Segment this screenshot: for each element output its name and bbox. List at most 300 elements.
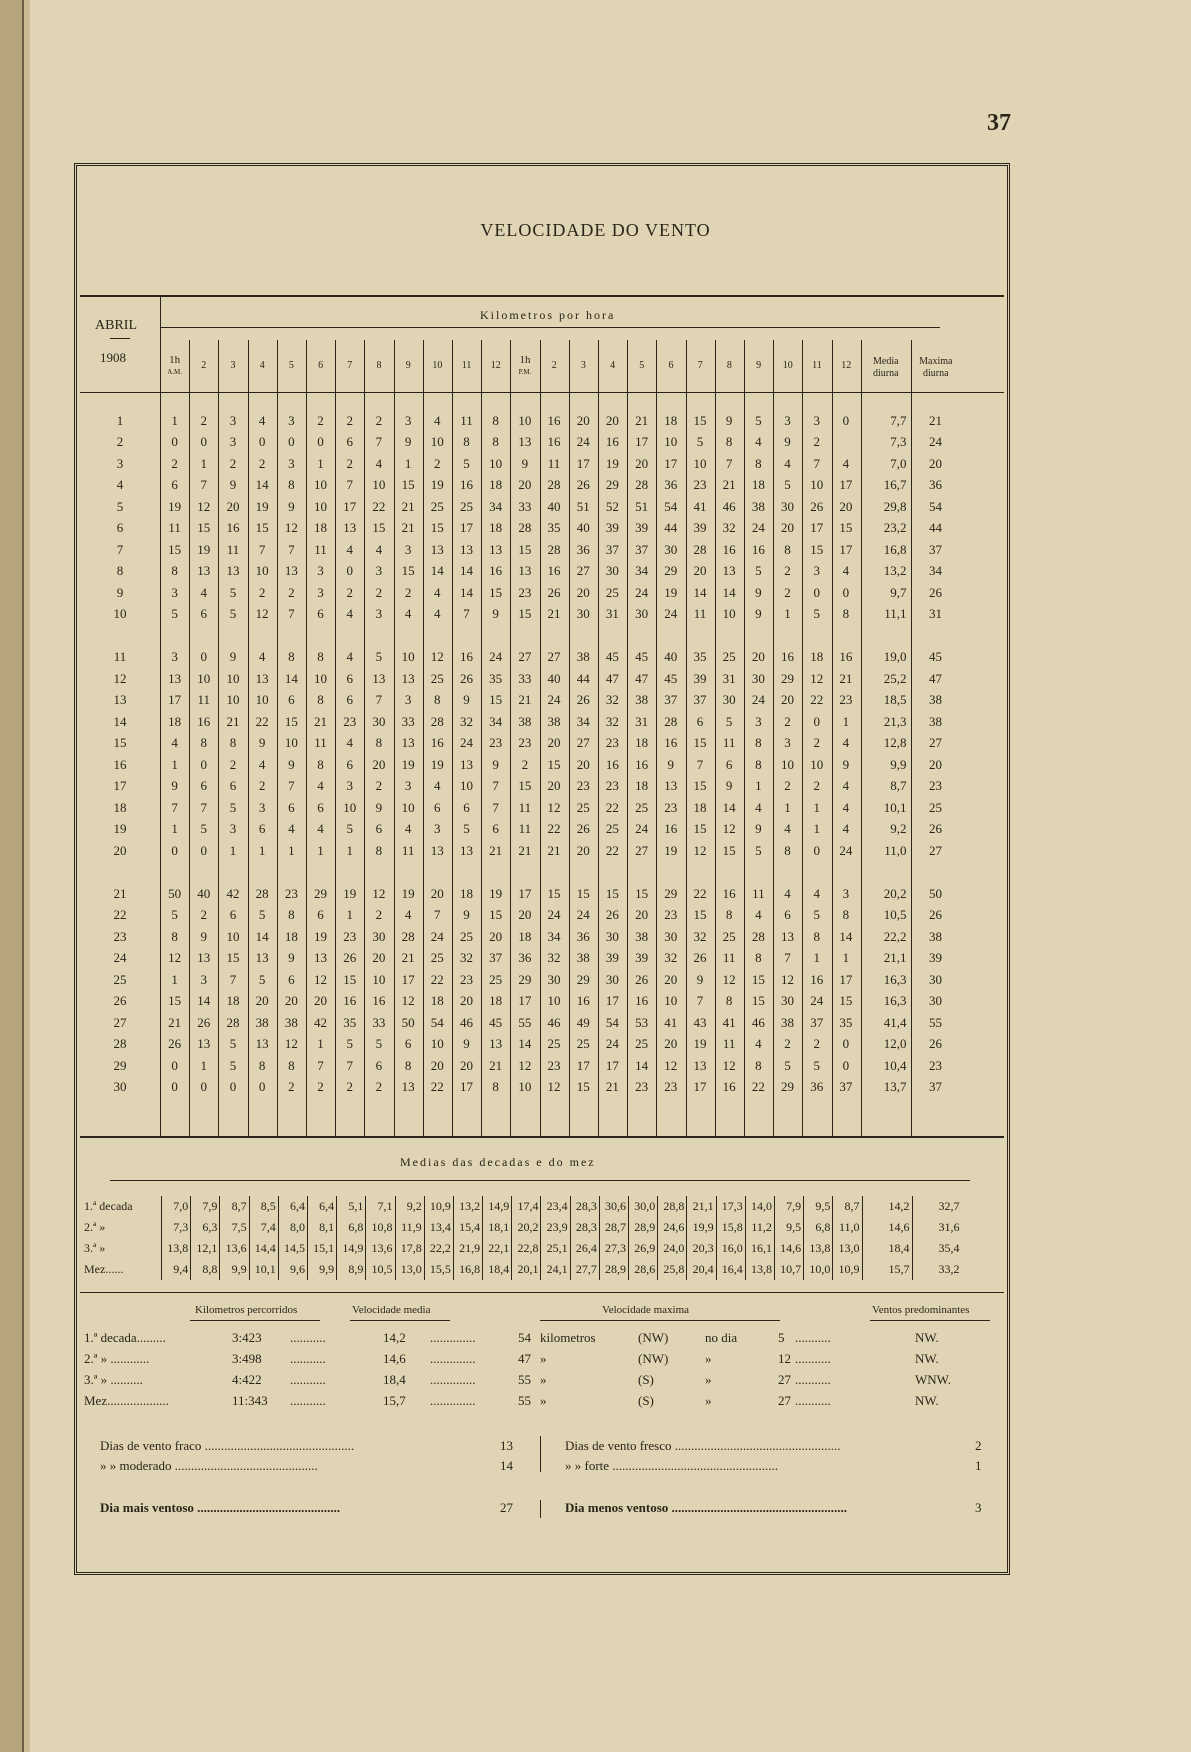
hour-cell: 37 (693, 692, 707, 708)
hour-cell: 1 (813, 950, 820, 966)
day-cell: 20 (113, 842, 127, 858)
hour-cell: 6 (375, 1057, 383, 1073)
hour-cell: 17 (576, 1057, 590, 1073)
hour-cell: 38 (751, 498, 765, 514)
hour-cell: 16 (635, 756, 649, 772)
maxima-cell: 24 (929, 434, 942, 450)
table-row (80, 690, 961, 712)
hour-cell: 17 (518, 993, 532, 1009)
hour-cell: 49 (576, 1014, 590, 1030)
day-cell: 16 (113, 756, 127, 772)
hour-cell: 2 (375, 584, 383, 600)
medias-cell: 13,6 (366, 1238, 395, 1259)
hour-cell (773, 625, 802, 647)
hour-cell: 0 (346, 563, 353, 579)
hour-cell: 22 (693, 885, 707, 901)
hour-cell: 21 (226, 713, 240, 729)
hour-cell: 2 (813, 434, 820, 450)
hour-cell: 4 (434, 412, 441, 428)
hour-cell: 8 (725, 993, 733, 1009)
hour-cell: 4 (842, 735, 850, 751)
hour-cell: 10 (810, 756, 824, 772)
day-cell: 3 (116, 455, 124, 471)
hour-cell: 7 (171, 799, 178, 815)
dia-menos-label: Dia menos ventoso ...................................................... (565, 1500, 848, 1515)
day-cell: 26 (113, 993, 127, 1009)
hour-cell: 3 (288, 455, 295, 471)
maxima-cell: 26 (929, 584, 942, 600)
hour-cell: 18 (635, 778, 649, 794)
maxima-cell: 50 (929, 885, 942, 901)
hour-cell: 5 (171, 606, 178, 622)
hour-cell: 13 (489, 541, 503, 557)
summary-dia: 27 (778, 1393, 791, 1408)
hour-cell: 15 (839, 993, 853, 1009)
table-row (80, 1077, 961, 1099)
hour-cell: 20 (372, 950, 386, 966)
maxima-cell: 20 (929, 756, 942, 772)
media-cell: 13,2 (883, 563, 907, 579)
summary-max: 47 (518, 1351, 531, 1366)
caption-media-brace (350, 1320, 450, 1321)
hour-cell: 25 (722, 928, 736, 944)
hour-cell (510, 862, 539, 884)
medias-cell: 28,7 (599, 1217, 628, 1238)
hour-cell: 23 (839, 692, 853, 708)
hour-cell: 11 (722, 1036, 736, 1052)
medias-cell: 11,9 (395, 1217, 424, 1238)
hour-cell: 19 (605, 455, 619, 471)
hour-cell (481, 862, 510, 884)
hour-cell: 42 (226, 885, 240, 901)
hour-cell: 8 (200, 735, 208, 751)
hour-cell: 10 (197, 670, 211, 686)
hour-cell: 7 (696, 756, 704, 772)
hour-cell: 30 (664, 541, 678, 557)
hour-cell: 36 (664, 477, 678, 493)
hour-cell: 13 (459, 756, 473, 772)
hour-cell: 13 (693, 1057, 707, 1073)
hour-cell: 42 (314, 1014, 328, 1030)
hour-cell: 2 (375, 1079, 383, 1095)
hour-cell: 8 (258, 1057, 266, 1073)
hour-cell: 25 (459, 928, 473, 944)
hour-cell: 28 (547, 477, 561, 493)
hour-cell: 18 (314, 520, 328, 536)
maxima-cell: 23 (929, 1057, 942, 1073)
summary-dots: ........... (795, 1393, 831, 1408)
hour-cell: 41 (664, 1014, 678, 1030)
hour-cell: 10 (226, 670, 240, 686)
hour-cell: 5 (725, 713, 733, 729)
column-header-word: Media (873, 356, 899, 367)
hour-cell: 4 (784, 821, 791, 837)
hour-cell: 25 (430, 670, 444, 686)
hour-cell: 6 (404, 1036, 412, 1052)
hour-cell: 22 (372, 498, 386, 514)
hour-cell: 19 (693, 1036, 707, 1052)
hour-cell: 5 (258, 907, 266, 923)
hour-cell: 7 (258, 541, 266, 557)
hour-cell: 20 (459, 1057, 473, 1073)
hour-cell: 10 (401, 649, 415, 665)
hour-cell: 0 (317, 434, 324, 450)
hour-cell: 0 (200, 434, 208, 450)
media-cell: 22,2 (883, 928, 907, 944)
hour-cell: 46 (459, 1014, 473, 1030)
hour-cell: 20 (226, 498, 240, 514)
hour-cell: 18 (430, 993, 444, 1009)
caption-ventos-brace (870, 1320, 990, 1321)
hour-cell: 1 (171, 821, 178, 837)
hour-cell: 18 (489, 520, 503, 536)
medias-cell: 17,3 (716, 1196, 745, 1217)
medias-brace (110, 1180, 970, 1181)
maxima-cell: 26 (929, 1036, 942, 1052)
table-row (80, 432, 961, 454)
medias-cell: 10,1 (249, 1259, 278, 1280)
day-cell: 24 (113, 950, 127, 966)
hour-cell (452, 862, 481, 884)
hour-cell: 39 (605, 520, 619, 536)
book-spine-edge (24, 0, 30, 1752)
table-row (80, 539, 961, 561)
summary-no-dia: » (705, 1393, 712, 1408)
hour-cell: 8 (288, 477, 295, 493)
hour-cell (189, 862, 218, 884)
hour-cell: 2 (375, 778, 383, 794)
summary-dots: .............. (430, 1330, 476, 1345)
column-header: 4 (610, 360, 616, 371)
day-cell: 9 (116, 584, 124, 600)
summary-dots: ........... (290, 1351, 326, 1366)
hour-cell: 10 (664, 434, 678, 450)
hour-cell: 30 (547, 971, 561, 987)
hour-cell: 41 (693, 498, 707, 514)
medias-cell: 20,2 (512, 1217, 541, 1238)
hour-cell: 34 (576, 713, 590, 729)
hour-cell: 25 (430, 498, 444, 514)
hour-cell: 15 (547, 885, 561, 901)
hour-cell: 12 (401, 993, 415, 1009)
medias-cell: 28,8 (658, 1196, 687, 1217)
hour-cell: 11 (722, 950, 736, 966)
hour-cell: 3 (755, 713, 762, 729)
table-row (80, 819, 961, 841)
hour-cell: 27 (547, 649, 561, 665)
hour-cell: 7 (492, 799, 499, 815)
medias-cell: 13,6 (220, 1238, 249, 1259)
medias-cell: 8,5 (249, 1196, 278, 1217)
hour-cell: 40 (547, 498, 561, 514)
hour-cell: 23 (518, 584, 532, 600)
hour-cell: 8 (434, 692, 441, 708)
hour-cell: 37 (489, 950, 503, 966)
hour-cell: 8 (842, 907, 850, 923)
hour-cell: 15 (518, 606, 532, 622)
medias-cell: 9,4 (162, 1259, 191, 1280)
hour-cell: 2 (317, 412, 324, 428)
hour-cell: 5 (229, 606, 237, 622)
hour-cell: 2 (288, 584, 295, 600)
hour-cell: 33 (372, 1014, 386, 1030)
hour-cell: 36 (518, 950, 532, 966)
hour-cell: 15 (489, 692, 503, 708)
hour-cell: 0 (229, 1079, 237, 1095)
hour-cell: 16 (489, 563, 503, 579)
hour-cell: 18 (751, 477, 765, 493)
hour-cell (364, 862, 393, 884)
hour-cell: 32 (722, 520, 736, 536)
summary-vento: WNW. (915, 1372, 951, 1387)
medias-cell: 22,1 (483, 1238, 512, 1259)
medias-cell: 25,1 (541, 1238, 570, 1259)
hour-cell: 51 (635, 498, 649, 514)
hour-cell: 28 (751, 928, 765, 944)
day-cell: 8 (116, 563, 124, 579)
day-cell: 30 (113, 1079, 127, 1095)
hour-cell: 11 (547, 455, 561, 471)
hour-cell: 27 (576, 735, 590, 751)
medias-cell: 13,8 (804, 1238, 833, 1259)
medias-cell: 8,7 (833, 1196, 862, 1217)
table-row (80, 754, 961, 776)
hour-cell: 18 (664, 412, 678, 428)
hour-cell: 22 (751, 1079, 765, 1095)
hour-cell: 10 (430, 434, 444, 450)
hour-cell: 2 (434, 455, 441, 471)
hour-cell: 20 (518, 477, 532, 493)
medias-cell: 7,1 (366, 1196, 395, 1217)
medias-cell: 14,6 (774, 1238, 803, 1259)
column-header: 12 (490, 360, 501, 371)
hour-cell: 8 (171, 928, 178, 944)
table-row (80, 926, 961, 948)
hour-cell: 38 (576, 950, 590, 966)
hour-cell: 0 (171, 434, 178, 450)
hour-cell: 15 (372, 520, 386, 536)
table-row (80, 905, 961, 927)
hour-cell: 20 (547, 735, 561, 751)
hour-cell: 29 (664, 563, 678, 579)
hour-cell: 36 (810, 1079, 824, 1095)
hour-cell: 17 (343, 498, 357, 514)
hour-cell (539, 862, 568, 884)
hour-cell: 24 (459, 735, 473, 751)
hour-cell: 16 (226, 520, 240, 536)
hour-cell: 2 (171, 455, 178, 471)
hour-cell: 40 (547, 670, 561, 686)
hour-cell: 19 (314, 928, 328, 944)
media-cell: 20,2 (883, 885, 907, 901)
hour-cell: 1 (171, 756, 178, 772)
hour-cell: 32 (547, 950, 561, 966)
table-row (80, 711, 961, 733)
day-cell: 22 (113, 907, 127, 923)
medias-row (82, 1238, 962, 1259)
column-header: 2 (201, 360, 207, 371)
hour-cell: 2 (784, 778, 791, 794)
hour-cell: 3 (404, 778, 412, 794)
hour-cell: 8 (375, 735, 383, 751)
hour-cell: 8 (492, 412, 499, 428)
hour-cell: 6 (171, 477, 178, 493)
hour-cell: 17 (839, 477, 853, 493)
hour-cell: 2 (375, 907, 383, 923)
hour-cell: 11 (226, 541, 240, 557)
hour-cell: 14 (635, 1057, 649, 1073)
hour-cell: 13 (255, 670, 269, 686)
hour-cell: 7 (725, 455, 733, 471)
hour-cell (481, 625, 510, 647)
hour-cell: 12 (255, 606, 269, 622)
media-cell: 8,7 (890, 778, 907, 794)
hour-cell: 17 (605, 993, 619, 1009)
hour-cell: 9 (725, 778, 733, 794)
table-row (80, 1012, 961, 1034)
hour-cell: 15 (693, 778, 707, 794)
hour-cell: 22 (605, 799, 619, 815)
media-cell: 9,2 (890, 821, 907, 837)
hour-cell: 26 (197, 1014, 211, 1030)
hour-cell: 10 (722, 606, 736, 622)
medias-cell: 6,4 (307, 1196, 336, 1217)
hour-cell: 32 (605, 713, 619, 729)
hour-cell: 2 (346, 455, 353, 471)
hour-cell: 32 (664, 950, 678, 966)
medias-cell: 8,0 (278, 1217, 307, 1238)
hour-cell (715, 862, 744, 884)
hour-cell: 4 (200, 584, 208, 600)
hour-cell: 6 (492, 821, 499, 837)
hour-cell: 3 (404, 692, 412, 708)
maxima-cell: 47 (929, 670, 942, 686)
maxima-cell: 38 (929, 928, 942, 944)
hour-cell: 35 (343, 1014, 357, 1030)
hour-cell: 5 (784, 1057, 791, 1073)
hour-cell: 6 (317, 799, 324, 815)
hour-cell: 4 (755, 1036, 762, 1052)
maxima-cell: 55 (929, 1014, 942, 1030)
hour-cell: 10 (314, 498, 328, 514)
hour-cell: 12 (722, 821, 736, 837)
hour-cell: 7 (696, 993, 704, 1009)
column-header-hour: 1h (519, 354, 531, 366)
hour-cell: 5 (755, 563, 762, 579)
hour-cell: 9 (842, 756, 850, 772)
hour-cell: 26 (605, 907, 619, 923)
hour-cell: 4 (784, 885, 791, 901)
hour-cell: 30 (372, 713, 386, 729)
hour-cell: 13 (664, 778, 678, 794)
summary-dots: .............. (430, 1372, 476, 1387)
hour-cell: 15 (168, 541, 182, 557)
hour-cell (218, 625, 247, 647)
summary-max-unit: » (540, 1372, 547, 1387)
hour-cell (685, 625, 714, 647)
hour-cell: 12 (168, 950, 182, 966)
hour-cell: 16 (605, 434, 619, 450)
summary-max-unit: » (540, 1393, 547, 1408)
hour-cell: 27 (518, 649, 532, 665)
medias-cell: 15,7 (862, 1259, 912, 1280)
hour-cell: 1 (258, 842, 266, 858)
medias-cell: 6,4 (278, 1196, 307, 1217)
hour-cell: 6 (288, 692, 295, 708)
hour-cell: 12 (547, 1079, 561, 1095)
hour-cell: 8 (755, 735, 762, 751)
hour-cell (627, 862, 656, 884)
hour-cell (277, 625, 306, 647)
hour-cell (831, 432, 860, 454)
summary-dots: .............. (430, 1393, 476, 1408)
hour-cell: 3 (258, 799, 266, 815)
hour-cell: 19 (664, 584, 678, 600)
hour-cell: 20 (576, 842, 590, 858)
hour-cell: 9 (755, 821, 762, 837)
hour-cell: 20 (284, 993, 298, 1009)
media-cell: 19,0 (883, 649, 907, 665)
hour-cell: 16 (810, 971, 824, 987)
hour-cell: 8 (813, 928, 820, 944)
hour-cell: 15 (751, 993, 765, 1009)
hour-cell: 8 (784, 842, 791, 858)
hour-cell: 38 (635, 928, 649, 944)
hour-cell: 6 (317, 606, 324, 622)
hour-cell: 20 (372, 756, 386, 772)
hour-cell: 45 (605, 649, 619, 665)
hour-cell: 4 (375, 455, 383, 471)
hour-cell: 20 (664, 1036, 678, 1052)
hour-cell: 18 (226, 993, 240, 1009)
hour-cell: 22 (605, 842, 619, 858)
hour-cell: 23 (489, 735, 503, 751)
hour-cell: 13 (401, 1079, 415, 1095)
day-cell: 2 (116, 434, 124, 450)
medias-cell: 9,5 (804, 1196, 833, 1217)
hour-cell: 15 (226, 950, 240, 966)
column-header: 8 (376, 360, 382, 371)
hour-cell: 38 (284, 1014, 298, 1030)
hour-cell: 10 (518, 412, 532, 428)
hour-cell: 3 (171, 584, 178, 600)
medias-cell: 7,0 (162, 1196, 191, 1217)
summary-label: 2.ª » ............ (84, 1351, 150, 1366)
hour-cell: 16 (547, 412, 561, 428)
hour-cell: 21 (518, 692, 532, 708)
hour-cell: 4 (755, 907, 762, 923)
hour-cell: 8 (171, 563, 178, 579)
medias-cell: 20,4 (687, 1259, 716, 1280)
summary-dots: ........... (290, 1393, 326, 1408)
hour-cell: 34 (489, 498, 503, 514)
medias-cell: 9,5 (774, 1217, 803, 1238)
month-underline (110, 338, 130, 339)
hour-cell: 20 (430, 1057, 444, 1073)
medias-cell: 10,0 (804, 1259, 833, 1280)
summary-direction: (S) (638, 1372, 654, 1387)
hour-cell: 1 (229, 842, 237, 858)
hour-cell: 23 (664, 799, 678, 815)
year-label: 1908 (100, 350, 126, 365)
hour-cell: 21 (489, 1057, 503, 1073)
media-cell (861, 625, 911, 647)
medias-cell: 15,1 (307, 1238, 336, 1259)
hour-cell: 10 (401, 799, 415, 815)
hour-cell: 0 (200, 1079, 208, 1095)
medias-cell: 24,0 (658, 1238, 687, 1259)
hour-cell: 8 (288, 907, 295, 923)
